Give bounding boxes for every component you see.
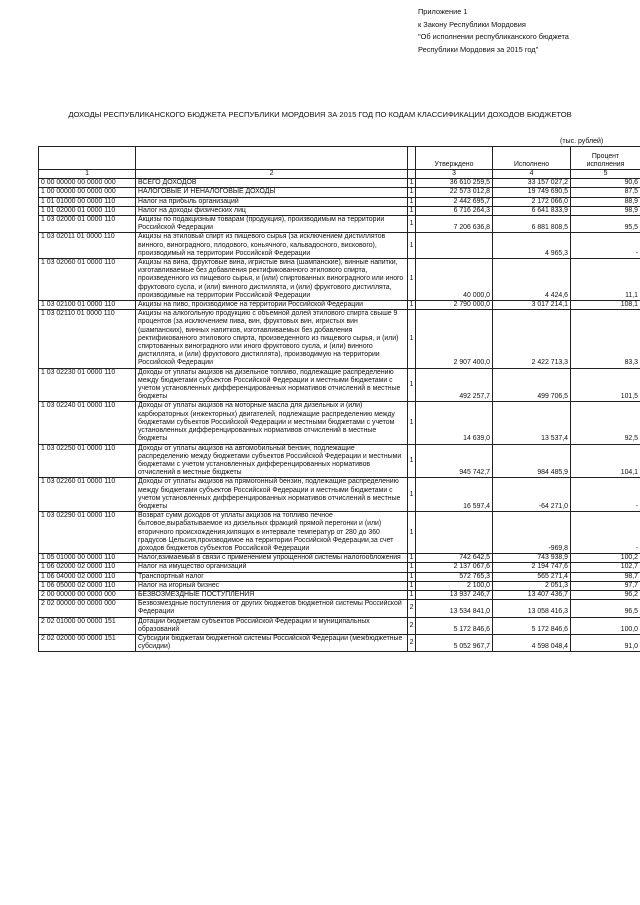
row-level: 1 (408, 206, 416, 215)
header-approved: Утверждено (416, 147, 493, 170)
index-2: 2 (136, 170, 408, 179)
index-3: 3 (416, 170, 493, 179)
row-executed: 13 537,4 (493, 402, 571, 444)
table-row (39, 310, 640, 368)
appendix-line-2: к Закону Республики Мордовия (418, 19, 526, 29)
row-level: 1 (408, 512, 416, 554)
row-percent: - (571, 478, 640, 512)
row-code: 1 03 02260 01 0000 110 (39, 478, 136, 512)
row-executed: 33 157 027,2 (493, 179, 571, 188)
row-percent: 100,2 (571, 554, 640, 563)
row-percent: 90,6 (571, 179, 640, 188)
header-level (408, 147, 416, 170)
row-name: НАЛОГОВЫЕ И НЕНАЛОГОВЫЕ ДОХОДЫ (136, 188, 408, 197)
header-name (136, 147, 408, 170)
row-name: Акцизы на вина, фруктовые вина, игристые вина (шампанские), винные напитки, изготавливаемые без добавления ректификованного этилового спирта, произведенного из пищевого сырья, и (или) спиртованных виноградного или иного фруктового сусла, и (или) винного дистиллята, и (или) фруктового дистиллята, производимые на территории Российской Федерации (136, 259, 408, 301)
row-level: 1 (408, 233, 416, 259)
appendix-line-4: Республики Мордовия за 2015 год" (418, 44, 539, 54)
row-approved: 5 172 846,6 (416, 617, 493, 634)
row-percent: - (571, 233, 640, 259)
row-name: ВСЕГО ДОХОДОВ (136, 179, 408, 188)
row-name: Акцизы по подакцизным товарам (продукция), производимым на территории Российской Федерации (136, 216, 408, 233)
row-approved (416, 233, 493, 259)
row-percent: 101,5 (571, 368, 640, 402)
table-row (39, 216, 640, 233)
row-approved: 13 534 841,0 (416, 600, 493, 617)
row-percent: 88,9 (571, 197, 640, 206)
row-code: 1 03 02240 01 0000 110 (39, 402, 136, 444)
table-row (39, 572, 640, 581)
table-row (39, 581, 640, 590)
appendix-line-1: Приложение 1 (418, 7, 468, 16)
table-row (39, 368, 640, 402)
row-approved: 2 790 000,0 (416, 301, 493, 310)
row-executed: 6 881 808,5 (493, 216, 571, 233)
row-approved: 2 100,0 (416, 581, 493, 590)
row-level: 2 (408, 617, 416, 634)
index-empty (408, 170, 416, 179)
row-approved: 40 000,0 (416, 259, 493, 301)
row-code: 2 02 01000 00 0000 151 (39, 617, 136, 634)
row-level: 1 (408, 216, 416, 233)
row-level: 1 (408, 179, 416, 188)
row-executed: 4 424,6 (493, 259, 571, 301)
row-approved: 7 206 636,8 (416, 216, 493, 233)
row-level: 2 (408, 634, 416, 651)
row-name: БЕЗВОЗМЕЗДНЫЕ ПОСТУПЛЕНИЯ (136, 590, 408, 599)
row-name: Акцизы на пиво, производимое на территории Российской Федерации (136, 301, 408, 310)
row-approved: 2 442 695,7 (416, 197, 493, 206)
revenue-table (38, 146, 640, 652)
table-row (39, 188, 640, 197)
table-row (39, 259, 640, 301)
table-row (39, 478, 640, 512)
row-executed: -969,8 (493, 512, 571, 554)
row-percent: 95,5 (571, 216, 640, 233)
table-row (39, 179, 640, 188)
row-executed: -64 271,0 (493, 478, 571, 512)
table-row (39, 563, 640, 572)
table-row (39, 600, 640, 617)
row-percent: 87,5 (571, 188, 640, 197)
row-percent: 100,0 (571, 617, 640, 634)
row-code: 0 00 00000 00 0000 000 (39, 179, 136, 188)
row-code: 2 00 00000 00 0000 000 (39, 590, 136, 599)
row-percent: 96,2 (571, 590, 640, 599)
row-code: 1 03 02290 01 0000 110 (39, 512, 136, 554)
row-approved: 572 765,3 (416, 572, 493, 581)
row-percent: 92,5 (571, 402, 640, 444)
row-percent: 104,1 (571, 444, 640, 478)
row-executed: 4 598 048,4 (493, 634, 571, 651)
row-name: Налог на имущество организаций (136, 563, 408, 572)
row-name: Налог на игорный бизнес (136, 581, 408, 590)
row-executed: 4 965,3 (493, 233, 571, 259)
row-executed: 2 194 747,6 (493, 563, 571, 572)
table-row (39, 617, 640, 634)
row-executed: 13 058 416,3 (493, 600, 571, 617)
row-code: 1 03 02250 01 0000 110 (39, 444, 136, 478)
row-code: 1 06 04000 02 0000 110 (39, 572, 136, 581)
row-percent: 108,1 (571, 301, 640, 310)
table-row (39, 197, 640, 206)
row-executed: 2 051,3 (493, 581, 571, 590)
row-executed: 499 706,5 (493, 368, 571, 402)
table-header-row (39, 147, 640, 170)
row-executed: 2 172 066,0 (493, 197, 571, 206)
row-name: Налог на доходы физических лиц (136, 206, 408, 215)
row-level: 1 (408, 581, 416, 590)
row-executed: 13 407 436,7 (493, 590, 571, 599)
row-approved: 22 573 012,8 (416, 188, 493, 197)
row-name: Акцизы на алкогольную продукцию с объемной долей этилового спирта свыше 9 процентов (за исключением пива, вин, фруктовых вин, игристых вин (шампанских), винных напитков, изготавливаемых без добавления ректификованного этилового спирта, произведенного из пищевого сырья, и (или) спиртованных виноградного или иного фруктового сусла, и (или) винного дистиллята, и (или) фруктового дистиллята), производимую на территории Российской Федерации (136, 310, 408, 368)
row-code: 1 03 02110 01 0000 110 (39, 310, 136, 368)
table-row (39, 233, 640, 259)
row-approved: 16 597,4 (416, 478, 493, 512)
row-name: Налог на прибыль организаций (136, 197, 408, 206)
row-executed: 19 749 690,5 (493, 188, 571, 197)
row-executed: 2 422 713,3 (493, 310, 571, 368)
row-level: 1 (408, 197, 416, 206)
row-approved: 492 257,7 (416, 368, 493, 402)
row-code: 1 00 00000 00 0000 000 (39, 188, 136, 197)
row-name: Безвозмездные поступления от других бюджетов бюджетной системы Российской Федерации (136, 600, 408, 617)
header-percent: Процент исполнения (571, 147, 640, 170)
row-approved: 13 937 246,7 (416, 590, 493, 599)
table-row (39, 444, 640, 478)
row-approved: 2 907 400,0 (416, 310, 493, 368)
row-code: 2 02 02000 00 0000 151 (39, 634, 136, 651)
row-code: 1 06 05000 02 0000 110 (39, 581, 136, 590)
row-code: 1 03 02000 01 0000 110 (39, 216, 136, 233)
row-approved: 2 137 067,6 (416, 563, 493, 572)
row-percent: 98,9 (571, 206, 640, 215)
row-level: 1 (408, 444, 416, 478)
row-percent: 97,7 (571, 581, 640, 590)
row-level: 1 (408, 368, 416, 402)
header-code (39, 147, 136, 170)
table-row (39, 206, 640, 215)
row-executed: 743 938,9 (493, 554, 571, 563)
appendix-line-3: "Об исполнении республиканского бюджета (418, 32, 569, 41)
row-executed: 3 017 214,1 (493, 301, 571, 310)
document-title: ДОХОДЫ РЕСПУБЛИКАНСКОГО БЮДЖЕТА РЕСПУБЛИКИ МОРДОВИЯ ЗА 2015 ГОД ПО КОДАМ КЛАССИФИКАЦИИ ДОХОДОВ БЮДЖЕТОВ (68, 110, 572, 119)
row-level: 1 (408, 563, 416, 572)
row-percent: 91,0 (571, 634, 640, 651)
row-approved: 945 742,7 (416, 444, 493, 478)
row-code: 1 06 02000 02 0000 110 (39, 563, 136, 572)
row-code: 1 01 02000 01 0000 110 (39, 206, 136, 215)
row-percent: 102,7 (571, 563, 640, 572)
row-executed: 5 172 846,6 (493, 617, 571, 634)
table-index-row (39, 170, 640, 179)
row-code: 2 02 00000 00 0000 000 (39, 600, 136, 617)
row-level: 1 (408, 188, 416, 197)
row-code: 1 01 01000 00 0000 110 (39, 197, 136, 206)
row-level: 1 (408, 572, 416, 581)
row-level: 2 (408, 600, 416, 617)
row-level: 1 (408, 301, 416, 310)
row-approved (416, 512, 493, 554)
row-percent: 98,7 (571, 572, 640, 581)
table-row (39, 554, 640, 563)
row-code: 1 03 02060 01 0000 110 (39, 259, 136, 301)
row-approved: 6 716 264,3 (416, 206, 493, 215)
index-5: 5 (571, 170, 640, 179)
row-level: 1 (408, 402, 416, 444)
row-name: Дотации бюджетам субъектов Российской Федерации и муниципальных образований (136, 617, 408, 634)
row-code: 1 03 02011 01 0000 110 (39, 233, 136, 259)
units-label: (тыс. рублей) (560, 138, 604, 145)
row-approved: 36 610 259,5 (416, 179, 493, 188)
row-name: Доходы от уплаты акцизов на моторные масла для дизельных и (или) карбюраторных (инжекторных) двигателей, подлежащие распределению между бюджетами субъектов Российской Федерации и местными бюджетами с учетом установленных дифференцированных нормативов отчислений в местные бюджеты (136, 402, 408, 444)
row-name: Транспортный налог (136, 572, 408, 581)
table-row (39, 590, 640, 599)
row-executed: 984 485,9 (493, 444, 571, 478)
row-name: Акцизы на этиловый спирт из пищевого сырья (за исключением дистиллятов винного, виноградного, плодового, коньячного, кальвадосного, вискового), производимый на территории Российской Федерации (136, 233, 408, 259)
appendix-note (418, 6, 569, 56)
row-approved: 14 639,0 (416, 402, 493, 444)
row-code: 1 03 02100 01 0000 110 (39, 301, 136, 310)
row-percent: 83,3 (571, 310, 640, 368)
row-name: Доходы от уплаты акцизов на дизельное топливо, подлежащие распределению между бюджетами субъектов Российской Федерации и местными бюджетами с учетом установленных дифференцированных нормативов отчислений в местные бюджеты (136, 368, 408, 402)
row-name: Налог,взимаемый в связи с применением упрощенной системы налогообложения (136, 554, 408, 563)
row-percent: - (571, 512, 640, 554)
table-row (39, 301, 640, 310)
row-percent: 11,1 (571, 259, 640, 301)
index-4: 4 (493, 170, 571, 179)
row-level: 1 (408, 478, 416, 512)
row-level: 1 (408, 310, 416, 368)
row-name: Доходы от уплаты акцизов на автомобильный бензин, подлежащие распределению между бюджетами субъектов Российской Федерации и местными бюджетами с учетом установленных дифференцированных нормативов отчислений в местные бюджеты (136, 444, 408, 478)
row-level: 1 (408, 554, 416, 563)
table-row (39, 634, 640, 651)
row-executed: 6 641 833,9 (493, 206, 571, 215)
table-row (39, 402, 640, 444)
row-approved: 5 052 967,7 (416, 634, 493, 651)
row-name: Доходы от уплаты акцизов на прямогонный бензин, подлежащие распределению между бюджетами субъектов Российской Федерации и местными бюджетами с учетом установленных дифференцированных нормативов отчислений в местные бюджеты (136, 478, 408, 512)
row-name: Возврат сумм доходов от уплаты акцизов на топливо печное бытовое,вырабатываемое из дизельных фракций прямой перегонки и (или) вторичного происхождения,кипящих в интервале температур от 280 до 360 градусов Цельсия,производимое на территории Российской Федерации,за счет доходов бюджетов субъектов Российской Федерации (136, 512, 408, 554)
row-approved: 742 642,5 (416, 554, 493, 563)
row-level: 1 (408, 259, 416, 301)
row-executed: 565 271,4 (493, 572, 571, 581)
header-executed: Исполнено (493, 147, 571, 170)
row-name: Субсидии бюджетам бюджетной системы Российской Федерации (межбюджетные субсидии) (136, 634, 408, 651)
table-row (39, 512, 640, 554)
index-1: 1 (39, 170, 136, 179)
row-code: 1 05 01000 00 0000 110 (39, 554, 136, 563)
row-level: 1 (408, 590, 416, 599)
row-percent: 96,5 (571, 600, 640, 617)
row-code: 1 03 02230 01 0000 110 (39, 368, 136, 402)
